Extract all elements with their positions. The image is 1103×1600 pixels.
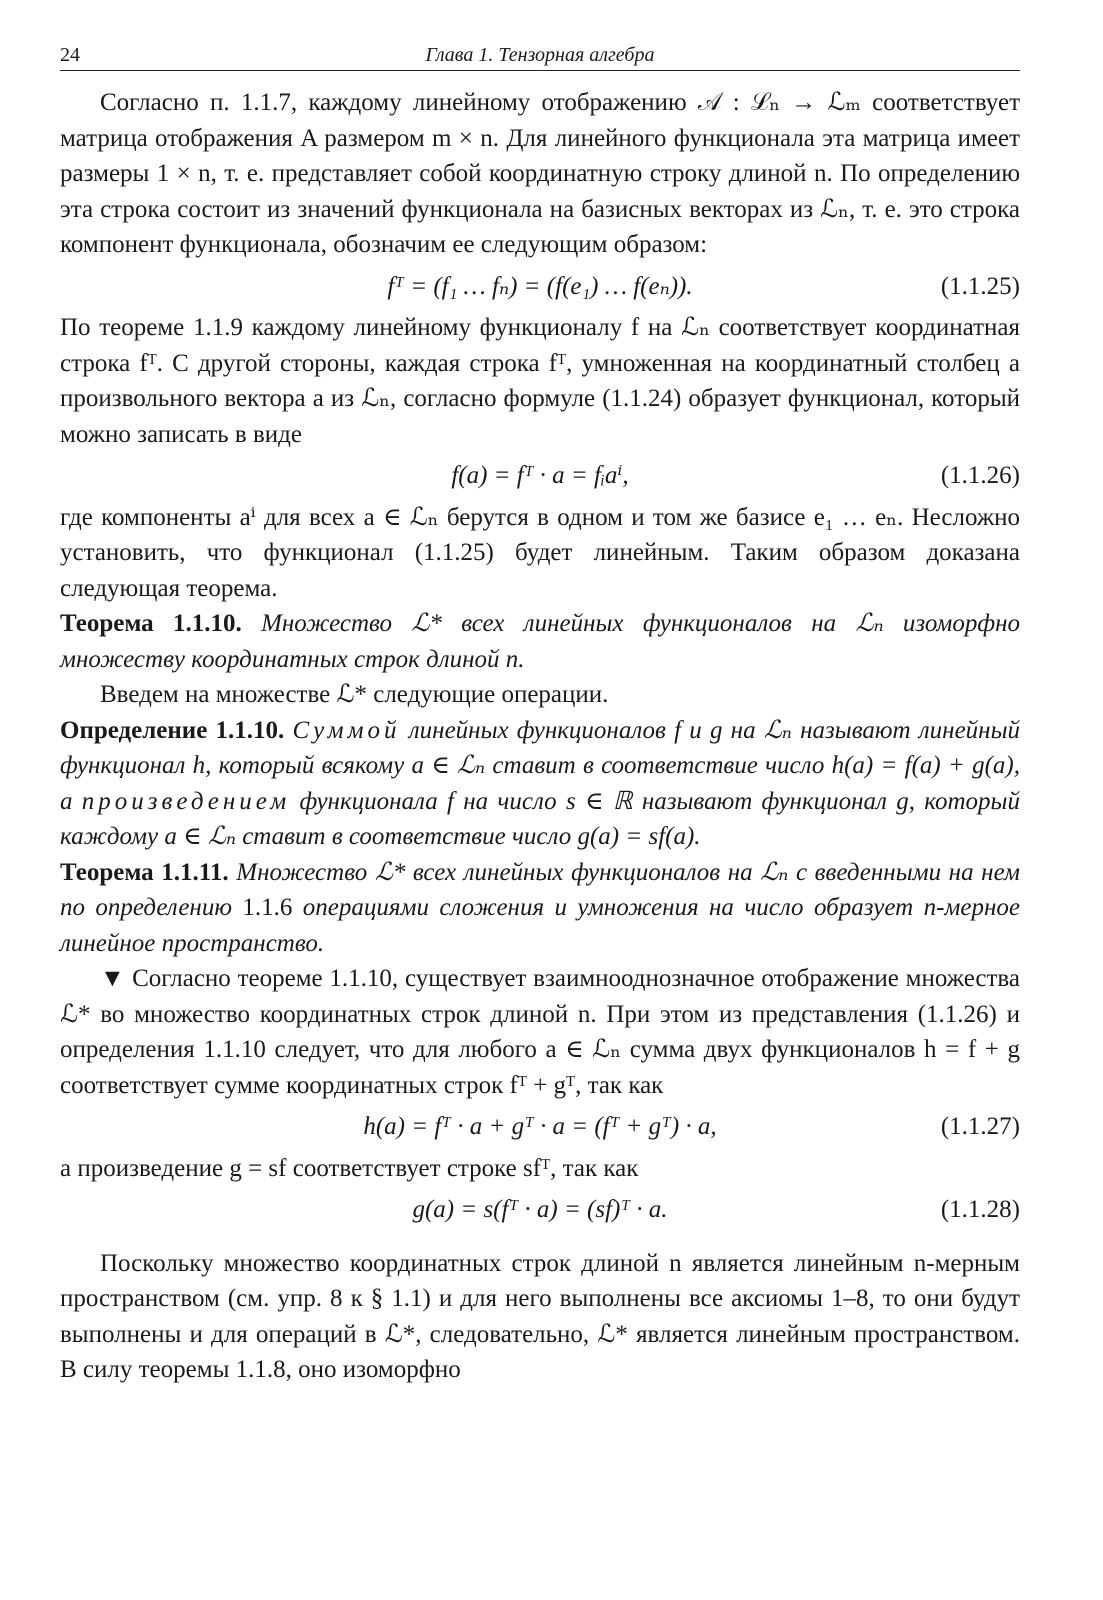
equation-formula: f(a) = fᵀ · a = fᵢaⁱ, (451, 462, 629, 489)
paragraph: Поскольку множество координатных строк длиной n является линейным n-мерным пространством (см. упр. 8 к § 1.1) и для него выполнены все аксиомы 1–8, то они будут выполнены и для операций в ℒ*, следовательно, ℒ* является линейным пространством. В силу теоремы 1.1.8, оно изоморфно (60, 1249, 1020, 1383)
term-sum: Суммой (292, 716, 401, 744)
equation-1-1-27 (60, 1109, 1020, 1145)
theorem-label: Теорема 1.1.10. (60, 610, 242, 637)
equation-1-1-26 (60, 458, 1020, 494)
theorem-1-1-10 (60, 606, 1020, 677)
term-product: произведением (81, 787, 291, 815)
equation-formula: h(a) = fᵀ · a + gᵀ · a = (fᵀ + gᵀ) · a, (363, 1113, 717, 1140)
definition-label: Определение 1.1.10. (60, 716, 285, 744)
equation-formula: g(a) = s(fᵀ · a) = (sf)ᵀ · a. (412, 1196, 668, 1223)
definition-text: линейных функционалов f и g на ℒₙ называют линейный функционал h, который всякому a ∈ ℒₙ ставит в соответствие число h(a) = f(a) + g(a), а (60, 716, 1021, 815)
equation-formula: fᵀ = (f₁ … fₙ) = (f(e₁) … f(eₙ)). (387, 272, 693, 300)
book-page (60, 38, 1020, 1388)
theorem-1-1-11 (60, 855, 1020, 962)
theorem-text: Множество ℒ* всех линейных функционалов на ℒₙ с введенными на нем по определению (60, 858, 1020, 921)
paragraph: а произведение g = sf соответствует строке sfᵀ, так как (60, 1154, 639, 1182)
page-number: 24 (60, 44, 80, 66)
paragraph: где компоненты aⁱ для всех a ∈ ℒₙ берутся в одном и том же базисе e₁ … eₙ. Несложно установить, что функционал (1.1.25) будет линейным. Таким образом доказана следующая теорема. (60, 503, 1020, 602)
definition-text: функционала f на число s ∈ ℝ называют функционал g, который каждому a ∈ ℒₙ ставит в соответствие число g(a) = sf(a). (60, 787, 1020, 850)
page-header (60, 38, 1020, 71)
paragraph: Введем на множестве ℒ* следующие операции. (100, 681, 609, 708)
equation-number: (1.1.27) (940, 1113, 1020, 1140)
spacer (60, 1234, 1020, 1246)
theorem-text: операциями сложения и умножения на число образует n-мерное линейное пространство. (60, 894, 1020, 957)
running-title: Глава 1. Тензорная алгебра (425, 44, 655, 66)
equation-1-1-28 (60, 1192, 1020, 1228)
equation-number: (1.1.25) (940, 272, 1020, 300)
paragraph: Согласно п. 1.1.7, каждому линейному отображению 𝒜 : ℒₙ → ℒₘ соответствует матрица отображения A размером m × n. Для линейного функционала эта матрица имеет размеры 1 × n, т. е. представляет собой координатную строку длиной n. По определению эта строка состоит из значений функционала на базисных векторах из ℒₙ, т. е. это строка компонент функционала, обозначим ее следующим образом: (60, 89, 1020, 258)
equation-1-1-25 (60, 269, 1020, 305)
paragraph: По теореме 1.1.9 каждому линейному функционалу f на ℒₙ соответствует координатная строка fᵀ. С другой стороны, каждая строка fᵀ, умноженная на координатный столбец a произвольного вектора a из ℒₙ, согласно формуле (1.1.24) образует функционал, который можно записать в виде (60, 314, 1020, 448)
equation-number: (1.1.28) (940, 1196, 1020, 1223)
equation-number: (1.1.26) (940, 462, 1020, 489)
definition-ref: 1.1.6 (242, 894, 293, 921)
theorem-text: Множество ℒ* всех линейных функционалов на ℒₙ изоморфно множеству координатных строк длиной n. (60, 610, 1020, 673)
proof-paragraph: ▼ Согласно теореме 1.1.10, существует взаимнооднозначное отображение множества ℒ* во множество координатных строк длиной n. При этом из представления (1.1.26) и определения 1.1.10 следует, что для любого a ∈ ℒₙ сумма двух функционалов h = f + g соответствует сумме координатных строк fᵀ + gᵀ, так как (60, 965, 1020, 1099)
page-body (60, 85, 1020, 1388)
theorem-label: Теорема 1.1.11. (60, 858, 229, 886)
definition-1-1-10 (60, 713, 1020, 855)
